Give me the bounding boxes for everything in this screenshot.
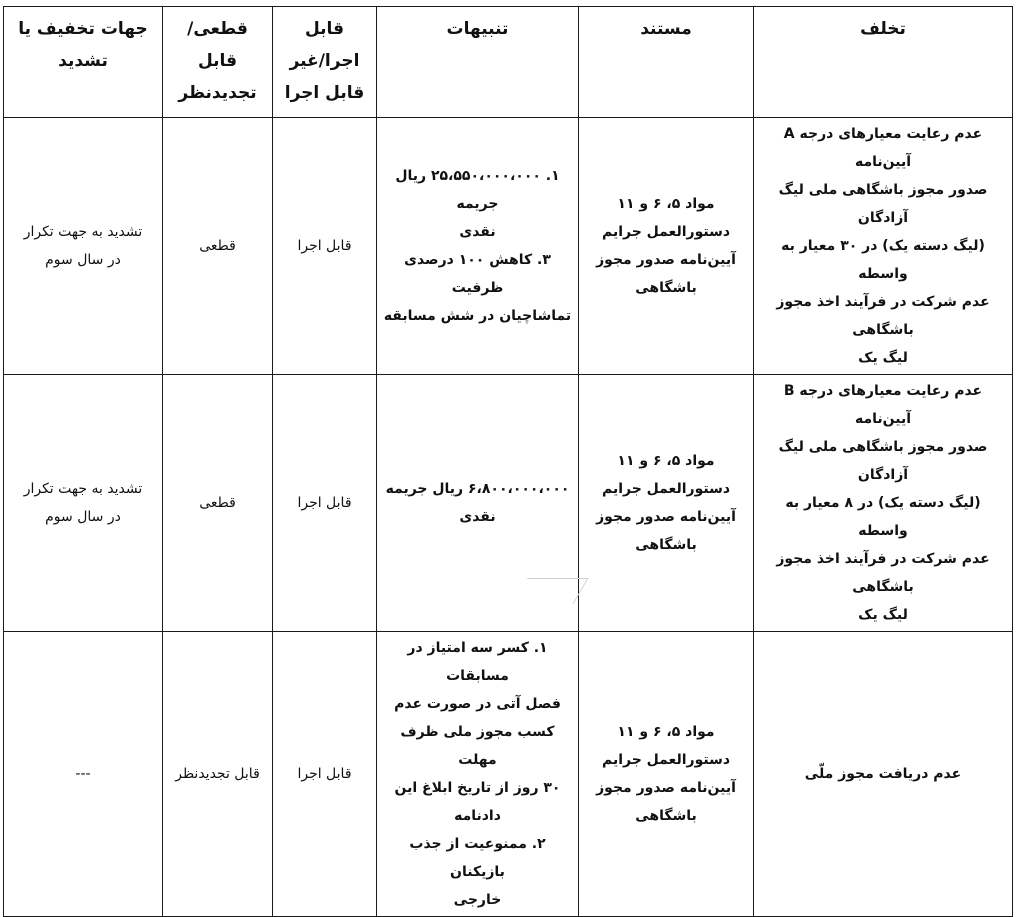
table-row: [4, 118, 1013, 375]
cell-violation: عدم رعایت معیارهای درجه B آیین‌نامه صدور مجوز باشگاهی ملی لیگ آزادگان (لیگ دسته یک) در ۸ معیار به واسطه عدم شرکت در فرآیند اخذ مجوز باشگاهی لیگ یک: [754, 375, 1013, 632]
cell-enforceability: قابل اجرا: [273, 375, 377, 632]
header-violation: تخلف: [754, 7, 1013, 118]
header-finality: قطعی/قابل تجدیدنظر: [163, 7, 273, 118]
header-basis: مستند: [579, 7, 754, 118]
cell-basis: مواد ۵، ۶ و ۱۱ دستورالعمل جرایم آیین‌نامه صدور مجوز باشگاهی: [579, 632, 754, 917]
rulings-table: [3, 6, 1013, 917]
cell-penalties: ۶،۸۰۰،۰۰۰،۰۰۰ ریال جریمه نقدی: [377, 375, 579, 632]
cell-mitigation: ---: [4, 632, 163, 917]
cell-violation: عدم رعایت معیارهای درجه A آیین‌نامه صدور مجوز باشگاهی ملی لیگ آزادگان (لیگ دسته یک) در ۳۰ معیار به واسطه عدم شرکت در فرآیند اخذ مجوز باشگاهی لیگ یک: [754, 118, 1013, 375]
header-penalties: تنبیهات: [377, 7, 579, 118]
document-page: [3, 6, 1012, 908]
cell-finality: قابل تجدیدنظر: [163, 632, 273, 917]
table-header-row: [4, 7, 1013, 118]
cell-penalties: ۱. کسر سه امتیاز در مسابقات فصل آتی در صورت عدم کسب مجوز ملی ظرف مهلت ۳۰ روز از تاریخ ابلاغ این دادنامه ۲. ممنوعیت از جذب بازیکنان خارجی: [377, 632, 579, 917]
cell-basis: مواد ۵، ۶ و ۱۱ دستورالعمل جرایم آیین‌نامه صدور مجوز باشگاهی: [579, 375, 754, 632]
cell-mitigation: تشدید به جهت تکرار در سال سوم: [4, 118, 163, 375]
table-row: [4, 632, 1013, 917]
header-mitigation: جهات تخفیف یا تشدید: [4, 7, 163, 118]
table-row: [4, 375, 1013, 632]
cell-finality: قطعی: [163, 375, 273, 632]
cell-violation: عدم دریافت مجوز ملّی: [754, 632, 1013, 917]
cell-penalties: ۱. ۲۵،۵۵۰،۰۰۰،۰۰۰ ریال جریمه نقدی ۳. کاهش ۱۰۰ درصدی ظرفیت تماشاچیان در شش مسابقه: [377, 118, 579, 375]
cell-mitigation: تشدید به جهت تکرار در سال سوم: [4, 375, 163, 632]
cell-finality: قطعی: [163, 118, 273, 375]
cell-enforceability: قابل اجرا: [273, 632, 377, 917]
cell-enforceability: قابل اجرا: [273, 118, 377, 375]
header-enforceability: قابل اجرا/غیر قابل اجرا: [273, 7, 377, 118]
cell-basis: مواد ۵، ۶ و ۱۱ دستورالعمل جرایم آیین‌نامه صدور مجوز باشگاهی: [579, 118, 754, 375]
